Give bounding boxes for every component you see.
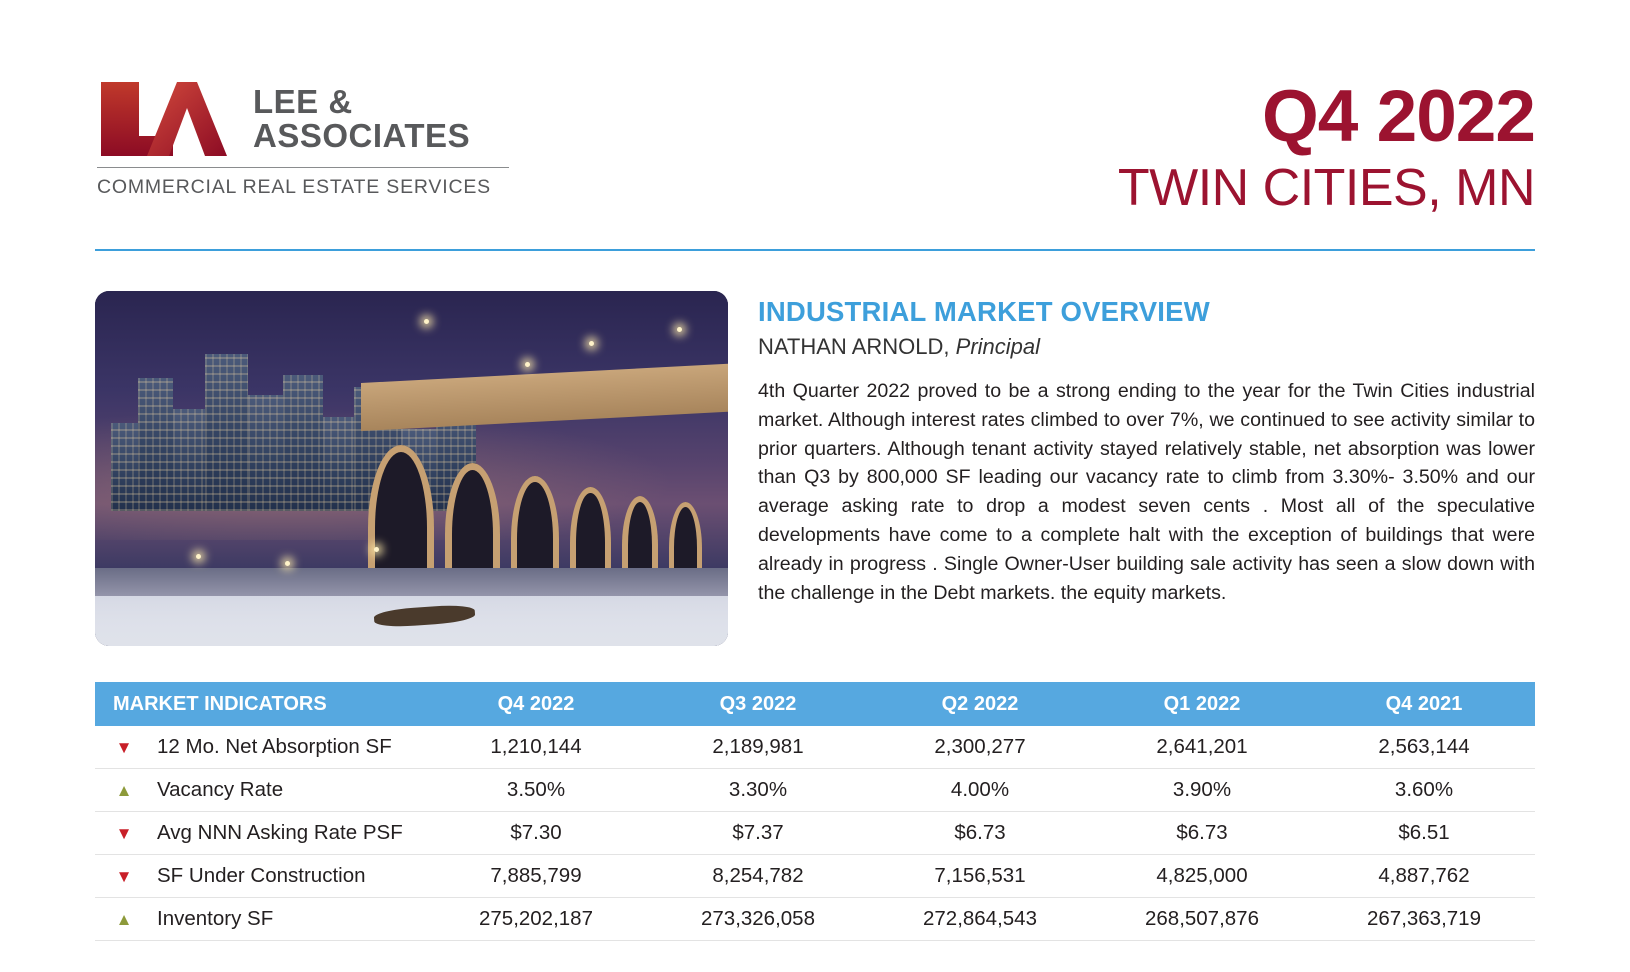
row-value: $6.73 — [1176, 821, 1228, 844]
overview-author-name: NATHAN ARNOLD, — [758, 334, 950, 359]
row-value: 2,641,201 — [1156, 735, 1248, 758]
trend-down-icon: ▼ — [115, 823, 133, 843]
report-title-block — [1118, 78, 1535, 217]
row-value: $7.37 — [732, 821, 784, 844]
page-header — [95, 78, 1535, 238]
row-value: 2,300,277 — [934, 735, 1026, 758]
brand-name-line2: ASSOCIATES — [253, 117, 471, 154]
row-value: 4,825,000 — [1156, 864, 1248, 887]
table-header-cell-0: MARKET INDICATORS — [113, 692, 327, 715]
row-value: 4,887,762 — [1378, 864, 1470, 887]
row-label: SF Under Construction — [157, 864, 366, 887]
brand-logo-block — [95, 78, 515, 199]
table-header-cell-1: Q4 2022 — [497, 692, 575, 715]
table-header-cell-5: Q4 2021 — [1385, 692, 1463, 715]
row-value: 7,885,799 — [490, 864, 582, 887]
page-title-market: TWIN CITIES, MN — [1117, 159, 1535, 217]
row-value: 3.30% — [728, 778, 788, 801]
row-value: 7,156,531 — [934, 864, 1026, 887]
table-footer-spacer — [95, 941, 1535, 953]
brand-wordmark — [253, 85, 470, 152]
row-label: Vacancy Rate — [157, 778, 284, 801]
row-value: 267,363,719 — [1366, 907, 1481, 930]
logo-top-row — [95, 78, 515, 160]
overview-author-role: Principal — [955, 334, 1041, 359]
row-value: 272,864,543 — [922, 907, 1037, 930]
table-row — [95, 726, 1535, 769]
overview-author — [758, 334, 1535, 360]
row-value: 273,326,058 — [700, 907, 815, 930]
trend-up-icon: ▲ — [115, 780, 133, 800]
brand-name-line1: LEE & — [253, 83, 353, 121]
row-value: 1,210,144 — [490, 735, 582, 758]
trend-down-icon: ▼ — [115, 737, 133, 757]
row-value: 8,254,782 — [712, 864, 804, 887]
row-value: 3.50% — [506, 778, 566, 801]
overview-title: INDUSTRIAL MARKET OVERVIEW — [758, 296, 1210, 327]
trend-down-icon: ▼ — [115, 866, 133, 886]
row-label: 12 Mo. Net Absorption SF — [157, 735, 392, 758]
header-divider — [95, 249, 1535, 251]
table-row — [95, 898, 1535, 941]
market-indicators-table — [95, 682, 1535, 953]
table-header-cell-4: Q1 2022 — [1163, 692, 1241, 715]
table-row — [95, 769, 1535, 812]
row-value: 275,202,187 — [478, 907, 593, 930]
row-value: $6.51 — [1398, 821, 1450, 844]
skyline-photo — [95, 291, 728, 646]
table-row — [95, 855, 1535, 898]
row-value: 2,563,144 — [1378, 735, 1470, 758]
row-value: $7.30 — [510, 821, 562, 844]
table-header-row — [95, 682, 1535, 726]
overview-body-text: 4th Quarter 2022 proved to be a strong ending to the year for the Twin Cities industrial market. Although interest rates climbed to over 7%, we continued to see activity similar to prior quarters. Although tenant activity stayed relatively stable, net absorption was lower than Q3 by 800,000 SF leading our vacancy rate to climb from 3.30%- 3.50% and our average asking rate to drop a modest seven cents . Most all of the speculative developments have come to a complete halt with the exception of buildings that were already in progress . Single Owner-User building sale activity has seen a slow down with the challenge in the Debt markets. the equity markets. — [758, 380, 1535, 604]
table-row — [95, 812, 1535, 855]
row-label: Inventory SF — [157, 907, 274, 930]
row-value: 268,507,876 — [1144, 907, 1259, 930]
row-value: 3.60% — [1394, 778, 1454, 801]
lee-associates-logo-icon — [95, 78, 235, 160]
row-label: Avg NNN Asking Rate PSF — [157, 821, 403, 844]
row-value: 2,189,981 — [712, 735, 804, 758]
brand-tagline: COMMERCIAL REAL ESTATE SERVICES — [97, 176, 491, 198]
table-header-cell-3: Q2 2022 — [941, 692, 1019, 715]
brand-divider — [97, 167, 509, 168]
table-header-cell-2: Q3 2022 — [719, 692, 797, 715]
row-value: $6.73 — [954, 821, 1006, 844]
market-overview-section — [758, 296, 1535, 607]
row-value: 4.00% — [950, 778, 1010, 801]
row-value: 3.90% — [1172, 778, 1232, 801]
page-title-quarter: Q4 2022 — [1261, 76, 1535, 157]
trend-up-icon: ▲ — [115, 909, 133, 929]
